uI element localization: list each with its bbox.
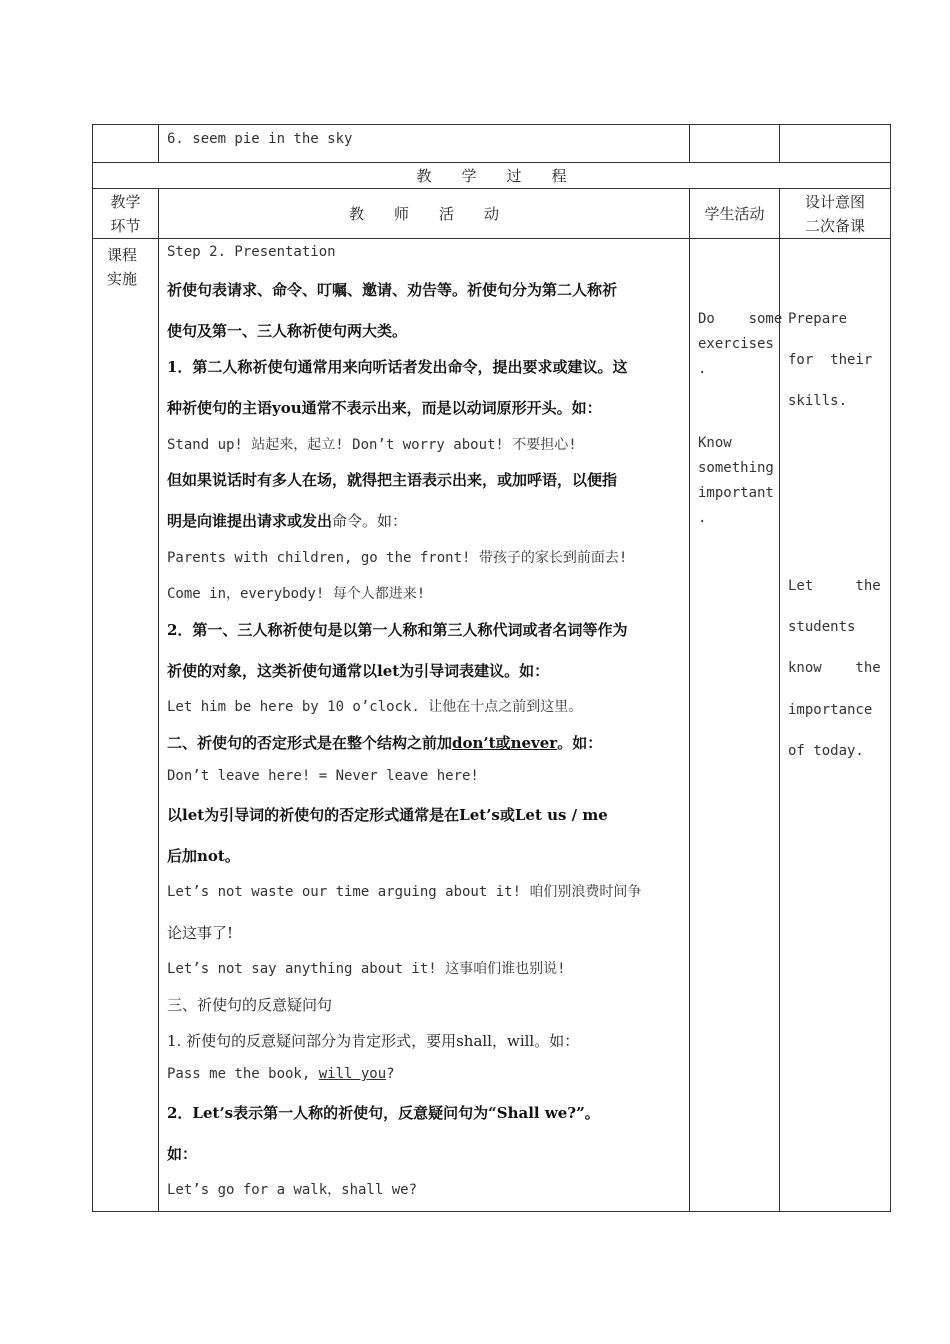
rule2-line1: 2．第一、三人称祈使句是以第一人称和第三人称代词或者名词等作为	[167, 621, 628, 639]
column-header-design-line1: 设计意图	[804, 192, 865, 211]
column-header-section-line1: 教学	[110, 192, 141, 211]
top-row	[93, 125, 891, 163]
student-activity-1-line3: .	[698, 361, 707, 377]
example-8	[167, 1066, 395, 1082]
example-8-post: ?	[386, 1066, 395, 1082]
step-title: Step 2. Presentation	[167, 244, 336, 260]
design-intent-2-line1: Let the	[788, 578, 881, 594]
student-activity-2-line4: .	[698, 510, 707, 526]
teacher-activity-cell	[159, 239, 690, 1212]
design-intent-2-line4: importance	[788, 702, 873, 718]
design-intent-cell	[780, 239, 891, 1212]
section-3-rule1: 1. 祈使句的反意疑问部分为肯定形式，要用shall，will。如：	[167, 1032, 580, 1050]
design-intent-2-line3: know the	[788, 660, 881, 676]
intro-line1: 祈使句表请求、命令、叮嘱、邀请、劝告等。祈使句分为第二人称祈	[167, 281, 618, 299]
negative-rule-post: 。如：	[557, 734, 603, 752]
rule1b-line2-bold: 明是向谁提出请求或发出	[167, 512, 333, 530]
negative-rule-keywords: don’t或never	[452, 734, 558, 752]
column-header-design	[780, 190, 890, 238]
let-negative-line2: 后加not。	[167, 847, 240, 865]
section-cell	[93, 239, 159, 1212]
example-5: Don’t leave here! = Never leave here!	[167, 768, 479, 784]
negative-rule-pre: 二、祈使句的否定形式是在整个结构之前加	[167, 734, 453, 752]
section-label-line1: 课程	[107, 246, 138, 264]
lesson-plan-table	[92, 124, 891, 1212]
rule1b-line2-rest: 命令。如：	[332, 512, 408, 530]
example-7: Let’s not say anything about it! 这事咱们谁也别说!	[167, 961, 566, 977]
column-header-teacher: 教 师 活 动	[348, 205, 499, 223]
design-intent-2-line5: of today.	[788, 743, 864, 759]
main-row	[93, 239, 891, 1212]
rule2-line2: 祈使的对象，这类祈使句通常以let为引导词表建议。如：	[167, 662, 550, 680]
top-row-design-cell	[780, 125, 891, 163]
column-header-section	[93, 190, 158, 238]
negative-rule	[167, 732, 602, 753]
rule1b-line1: 但如果说话时有多人在场，就得把主语表示出来，或加呼语，以便指	[167, 471, 618, 489]
student-activity-2-line2: something	[698, 460, 774, 476]
section-label-line2: 实施	[107, 270, 138, 288]
example-4: Let him be here by 10 o’clock. 让他在十点之前到这里。	[167, 699, 583, 715]
column-header-design-line2: 二次备课	[804, 216, 865, 235]
example-2: Parents with children, go the front! 带孩子的家长到前面去!	[167, 550, 628, 566]
intro-line2: 使句及第一、三人称祈使句两大类。	[167, 322, 408, 340]
rule1-line2: 种祈使句的主语you通常不表示出来，而是以动词原形开头。如：	[167, 399, 602, 417]
top-row-section-cell	[93, 125, 159, 163]
section-3-rule2-line2: 如：	[167, 1145, 198, 1163]
design-intent-1-line2: for their	[788, 352, 873, 368]
rule1-line1: 1．第二人称祈使句通常用来向听话者发出命令，提出要求或建议。这	[167, 358, 628, 376]
column-header-student: 学生活动	[704, 205, 765, 223]
example-3: Come in，everybody! 每个人都进来!	[167, 586, 426, 602]
example-9: Let’s go for a walk，shall we?	[167, 1182, 418, 1198]
example-8-pre: Pass me the book,	[167, 1066, 319, 1082]
section-3-title: 三、祈使句的反意疑问句	[167, 996, 333, 1014]
column-header-section-line2: 环节	[110, 216, 141, 235]
rule1b-line2	[167, 510, 407, 531]
example-1: Stand up! 站起来，起立! Don’t worry about! 不要担心!	[167, 437, 577, 453]
student-activity-2-line1: Know	[698, 435, 732, 451]
top-row-content-cell	[159, 125, 690, 163]
column-header-row	[93, 189, 891, 239]
process-header: 教 学 过 程	[416, 167, 567, 185]
top-row-student-cell	[690, 125, 780, 163]
let-negative-line1: 以let为引导词的祈使句的否定形式通常是在Let’s或Let us / me	[167, 806, 608, 824]
example-6-line1: Let’s not waste our time arguing about it! 咱们别浪费时间争	[167, 884, 642, 900]
student-activity-2-line3: important	[698, 485, 774, 501]
student-activity-1-line2: exercises	[698, 336, 774, 352]
example-6-line2: 论这事了!	[167, 924, 234, 942]
design-intent-2-line2: students	[788, 619, 856, 635]
example-8-tag: will you	[318, 1066, 387, 1082]
student-activity-cell	[690, 239, 783, 1212]
design-intent-1-line1: Prepare	[788, 311, 848, 327]
student-activity-1-line1: Do some	[698, 311, 783, 327]
process-header-row	[93, 163, 891, 189]
top-row-item: 6. seem pie in the sky	[167, 131, 353, 147]
section-3-rule2-line1: 2．Let’s表示第一人称的祈使句，反意疑问句为“Shall we?”。	[167, 1104, 600, 1122]
design-intent-1-line3: skills.	[788, 393, 848, 409]
